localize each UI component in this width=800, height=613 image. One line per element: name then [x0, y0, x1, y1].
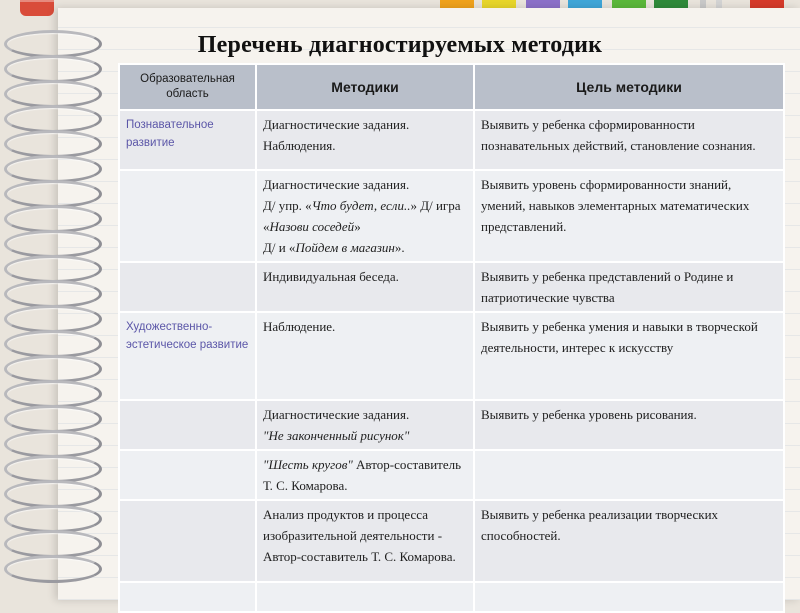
spiral-ring — [4, 205, 102, 233]
table-row — [119, 450, 784, 500]
header-goal: Цель методики — [474, 64, 784, 110]
spiral-ring — [4, 330, 102, 358]
method-text: Д/ и « — [263, 240, 296, 255]
spiral-ring — [4, 280, 102, 308]
spiral-ring — [4, 455, 102, 483]
header-methods: Методики — [256, 64, 474, 110]
area-cell — [119, 400, 256, 450]
method-cell — [256, 400, 474, 450]
table-row — [119, 110, 784, 170]
method-game-name: Пойдем в магазин — [295, 240, 395, 255]
spiral-ring — [4, 505, 102, 533]
method-drawing-name: "Не законченный рисунок" — [263, 428, 410, 443]
spiral-ring — [4, 155, 102, 183]
goal-cell: Выявить у ребенка представлений о Родине и патриотические чувства — [474, 262, 784, 312]
method-text: Д/ упр. « — [263, 198, 312, 213]
spiral-ring — [4, 555, 102, 583]
table-row — [119, 500, 784, 582]
area-cell — [119, 262, 256, 312]
method-cell — [256, 170, 474, 262]
method-cell: Диагностические задания. Наблюдения. — [256, 110, 474, 170]
spiral-binding — [4, 30, 114, 600]
method-text: » Д/ игра « — [263, 198, 461, 234]
spiral-ring — [4, 405, 102, 433]
spiral-ring — [4, 180, 102, 208]
method-line: Диагностические задания. — [263, 177, 410, 192]
method-cell — [256, 450, 474, 500]
goal-cell — [474, 582, 784, 612]
methods-table — [118, 63, 785, 613]
spiral-ring — [4, 355, 102, 383]
crayon-red-left — [20, 0, 54, 16]
table-row — [119, 312, 784, 400]
area-cell — [119, 500, 256, 582]
spiral-ring — [4, 80, 102, 108]
spiral-ring — [4, 430, 102, 458]
goal-cell: Выявить уровень сформированности знаний, умений, навыков элементарных математических представлений. — [474, 170, 784, 262]
spiral-ring — [4, 55, 102, 83]
spiral-ring — [4, 230, 102, 258]
method-line: Диагностические задания. — [263, 407, 410, 422]
spiral-ring — [4, 380, 102, 408]
method-game-name: Что будет, если.. — [311, 198, 411, 213]
header-area: Образовательная область — [119, 64, 256, 110]
method-game-name: Назови соседей — [269, 219, 355, 234]
area-cell: Познавательное развитие — [119, 110, 256, 170]
method-cell — [256, 582, 474, 612]
method-author: Автор-составитель Т. С. Комарова. — [263, 457, 462, 493]
spiral-ring — [4, 105, 102, 133]
spiral-ring — [4, 480, 102, 508]
goal-cell: Выявить у ребенка сформированности познавательных действий, становление сознания. — [474, 110, 784, 170]
method-cell: Наблюдение. — [256, 312, 474, 400]
table-row — [119, 262, 784, 312]
table-row — [119, 400, 784, 450]
area-cell: Художественно-эстетическое развитие — [119, 312, 256, 400]
table-row — [119, 582, 784, 612]
method-text: » — [354, 219, 361, 234]
goal-cell: Выявить у ребенка уровень рисования. — [474, 400, 784, 450]
method-text: ». — [394, 240, 405, 255]
method-cell: Анализ продуктов и процесса изобразительной деятельности - Автор-составитель Т. С. Комарова. — [256, 500, 474, 582]
table-header-row — [119, 64, 784, 110]
area-cell — [119, 582, 256, 612]
goal-cell: Выявить у ребенка реализации творческих способностей. — [474, 500, 784, 582]
spiral-ring — [4, 255, 102, 283]
spiral-ring — [4, 130, 102, 158]
method-cell: Индивидуальная беседа. — [256, 262, 474, 312]
goal-cell — [474, 450, 784, 500]
area-cell — [119, 170, 256, 262]
area-cell — [119, 450, 256, 500]
table-row — [119, 170, 784, 262]
page-title: Перечень диагностируемых методик — [197, 32, 603, 58]
spiral-ring — [4, 305, 102, 333]
goal-cell: Выявить у ребенка умения и навыки в творческой деятельности, интерес к искусству — [474, 312, 784, 400]
method-test-name: "Шесть кругов" — [263, 457, 353, 472]
spiral-ring — [4, 530, 102, 558]
